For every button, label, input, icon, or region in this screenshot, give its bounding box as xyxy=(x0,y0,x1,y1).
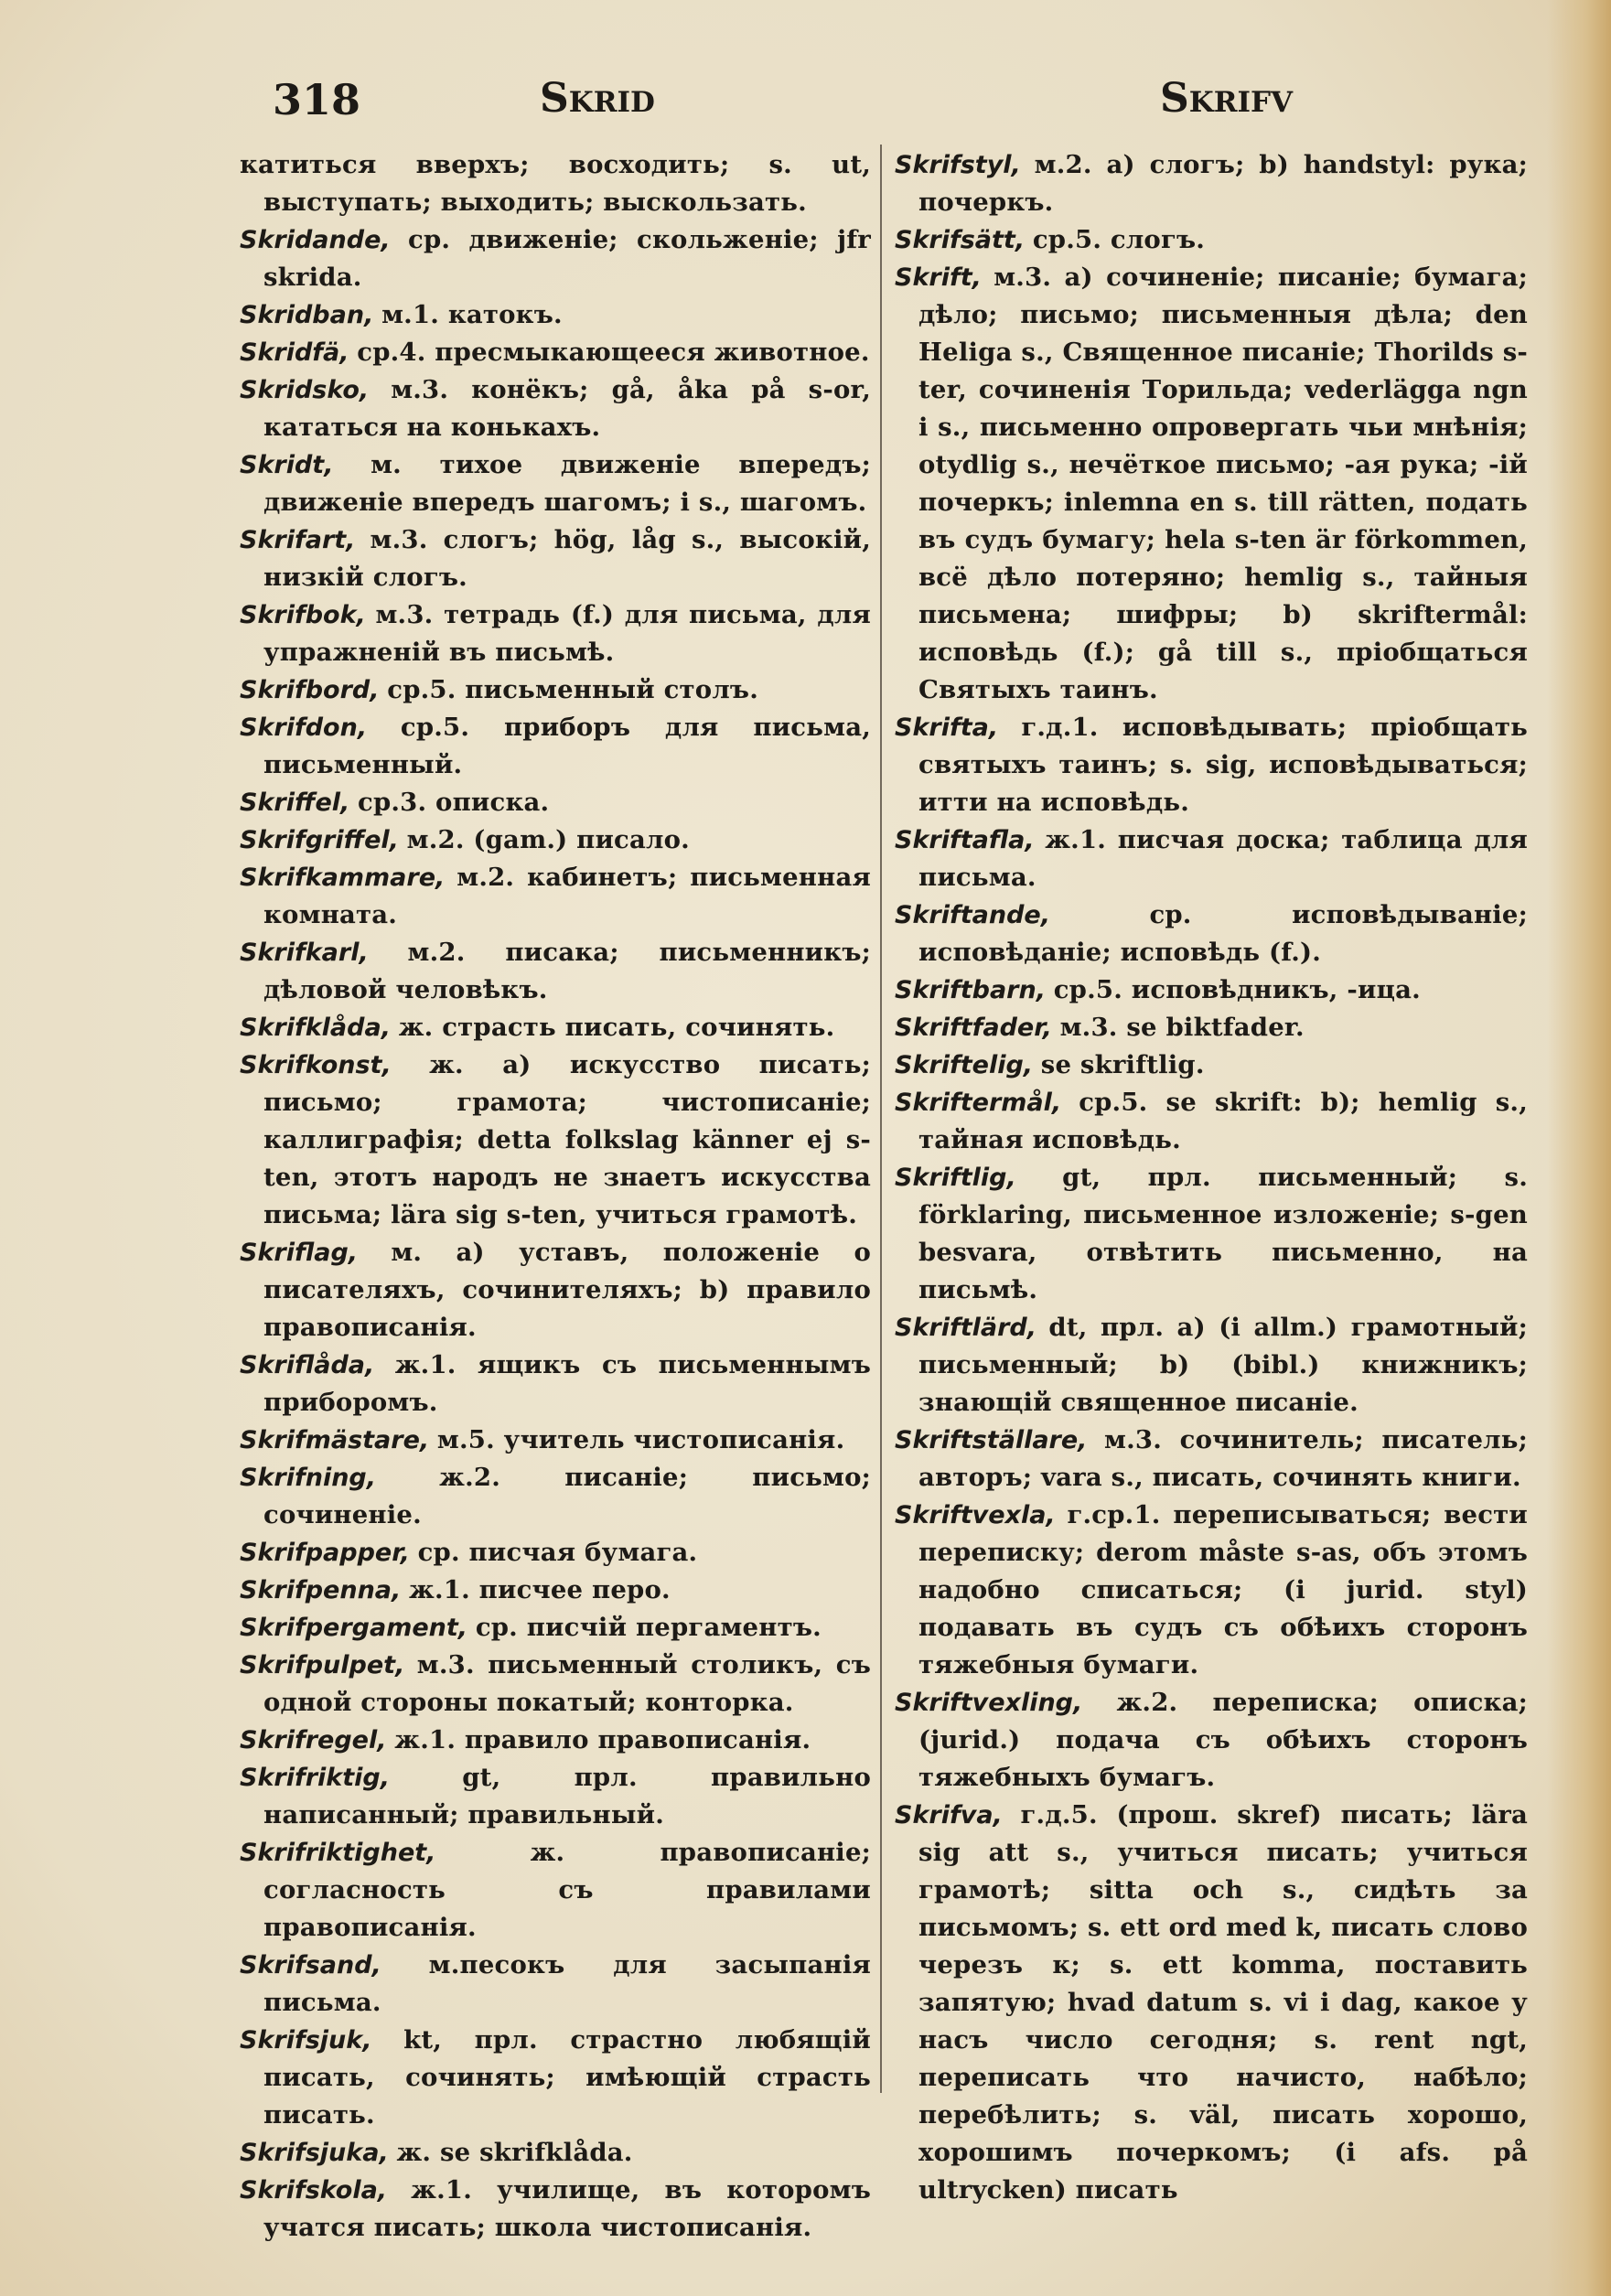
entry-definition: ж.2. переписка; описка; (jurid.) подача съ обѣихъ сторонъ тяжебныхъ бумагъ. xyxy=(918,1688,1528,1792)
dictionary-entry xyxy=(240,821,871,859)
entry-headword: Skrifta, xyxy=(895,713,999,742)
entry-definition: катиться вверхъ; восходить; s. ut, выступать; выходить; выскользать. xyxy=(240,150,871,217)
entry-definition: г.ср.1. переписываться; вести переписку; derom måste s-as, объ этомъ надобно списаться; (i jurid. styl) подавать въ судъ съ обѣихъ сторонъ тяжебныя бумаги. xyxy=(918,1500,1528,1679)
entry-headword: Skrifning, xyxy=(240,1464,377,1492)
dictionary-entry xyxy=(240,146,871,221)
entry-headword: Skrifpulpet, xyxy=(240,1651,405,1679)
dictionary-entry xyxy=(895,1497,1528,1684)
entry-definition: ж.1. ящикъ съ письменнымъ приборомъ. xyxy=(263,1350,871,1417)
dictionary-entry xyxy=(895,1009,1528,1046)
dictionary-entry xyxy=(240,1534,871,1572)
dictionary-entry xyxy=(240,1046,871,1234)
dictionary-entry xyxy=(240,1722,871,1759)
dictionary-entry xyxy=(240,1234,871,1346)
guide-word-right: Skrifv xyxy=(1160,75,1294,122)
entry-definition: м. а) уставъ, положеніе о писателяхъ, сочинителяхъ; b) правило правописанія. xyxy=(263,1238,871,1342)
entry-definition: ж. а) искусство писать; письмо; грамота; чистописаніе; каллиграфія; detta folkslag känner ej s-ten, этотъ народъ не знаетъ искусства письма; lära sig s-ten, учиться грамотѣ. xyxy=(263,1050,871,1229)
entry-headword: Skrifkonst, xyxy=(240,1051,392,1079)
dictionary-entry xyxy=(240,1647,871,1722)
entry-headword: Skrifkammare, xyxy=(240,864,446,892)
guide-word-left: Skrid xyxy=(540,75,655,122)
dictionary-entry xyxy=(240,221,871,296)
dictionary-entry xyxy=(240,784,871,821)
entry-headword: Skrifpergament, xyxy=(240,1614,468,1642)
entry-headword: Skriftbarn, xyxy=(895,976,1046,1004)
entry-headword: Skridfä, xyxy=(240,338,349,367)
entry-headword: Skriftvexling, xyxy=(895,1689,1083,1717)
entry-definition: ж. правописаніе; согласность съ правилами правописанія. xyxy=(263,1838,871,1942)
entry-headword: Skriflag, xyxy=(240,1239,359,1267)
entry-headword: Skrifsand, xyxy=(240,1951,381,1979)
column-divider xyxy=(880,145,882,2093)
entry-definition: м. тихое движеніе впередъ; движеніе впередъ шагомъ; i s., шагомъ. xyxy=(263,450,871,517)
entry-headword: Skridban, xyxy=(240,301,374,329)
entry-headword: Skrifpapper, xyxy=(240,1539,410,1567)
dictionary-entry xyxy=(240,1947,871,2022)
dictionary-entry xyxy=(240,934,871,1009)
dictionary-entry xyxy=(895,1159,1528,1309)
dictionary-entry xyxy=(895,1684,1528,1797)
entry-definition: kt, прл. страстно любящій писать, сочинять; имѣющій страсть писать. xyxy=(263,2025,871,2130)
dictionary-entry xyxy=(240,1009,871,1046)
entry-definition: м.5. учитель чистописанія. xyxy=(436,1425,845,1454)
entry-headword: Skrifsjuka, xyxy=(240,2139,389,2167)
entry-headword: Skriftlärd, xyxy=(895,1314,1036,1342)
entry-headword: Skridande, xyxy=(240,226,391,254)
entry-definition: ж.1. писчее перо. xyxy=(409,1575,671,1604)
entry-definition: ср.5. se skrift: b); hemlig s., тайная исповѣдь. xyxy=(918,1088,1528,1154)
entry-headword: Skrifdon, xyxy=(240,713,368,742)
entry-definition: м.2. (gam.) писало. xyxy=(406,825,690,854)
dictionary-entry xyxy=(895,1084,1528,1159)
dictionary-entry xyxy=(895,1422,1528,1497)
dictionary-entry xyxy=(895,896,1528,971)
dictionary-entry xyxy=(895,146,1528,221)
entry-headword: Skrifva, xyxy=(895,1801,1003,1829)
entry-definition: se skriftlig. xyxy=(1040,1050,1205,1079)
left-column xyxy=(240,146,871,2247)
entry-headword: Skriffel, xyxy=(240,789,350,817)
dictionary-entry xyxy=(240,1459,871,1534)
entry-definition: ср.5. исповѣдникъ, -ица. xyxy=(1053,975,1421,1004)
entry-definition: ж.1. училище, въ которомъ учатся писать; школа чистописанія. xyxy=(263,2175,871,2242)
dictionary-entry xyxy=(240,1609,871,1647)
entry-definition: gt, прл. письменный; s. förklaring, письменное изложеніе; s-gen besvara, отвѣтить письменно, на письмѣ. xyxy=(918,1163,1528,1304)
entry-definition: ж.1. писчая доска; таблица для письма. xyxy=(918,825,1528,892)
entry-definition: м.1. катокъ. xyxy=(381,300,563,329)
dictionary-entry xyxy=(240,371,871,446)
entry-definition: ж. страсть писать, сочинять. xyxy=(398,1013,835,1042)
entry-definition: ср.4. пресмыкающееся животное. xyxy=(357,338,870,367)
entry-headword: Skriftvexla, xyxy=(895,1501,1056,1529)
dictionary-entry xyxy=(240,1346,871,1422)
entry-headword: Skriftställare, xyxy=(895,1426,1088,1454)
dictionary-entry xyxy=(240,2172,871,2247)
entry-definition: ср.5. слогъ. xyxy=(1032,225,1206,254)
entry-definition: м.3. сочинитель; писатель; авторъ; vara s., писать, сочинять книги. xyxy=(918,1425,1528,1492)
entry-headword: Skrifklåda, xyxy=(240,1014,391,1042)
entry-definition: м.2. писака; письменникъ; дѣловой человѣкъ. xyxy=(263,938,871,1004)
dictionary-entry xyxy=(895,821,1528,896)
entry-definition: ж.2. писаніе; письмо; сочиненіе. xyxy=(263,1463,871,1529)
dictionary-entry xyxy=(240,446,871,521)
entry-definition: ср.5. письменный столъ. xyxy=(387,675,758,704)
dictionary-entry xyxy=(895,971,1528,1009)
entry-headword: Skrifbord, xyxy=(240,676,380,704)
entry-definition: dt, прл. а) (i allm.) грамотный; письменный; b) (bibl.) книжникъ; знающій священное писаніе. xyxy=(918,1313,1528,1417)
entry-definition: м.3. а) сочиненіе; писаніе; бумага; дѣло; письмо; письменныя дѣла; den Heliga s., Священное писаніе; Thorilds s-ter, сочиненія Торильда; vederlägga ngn i s., письменно опровергать чьи мнѣнія; otydlig s., нечёткое письмо; -ая рука; -ій почеркъ; inlemna en s. till rätten, подать въ судъ бумагу; hela s-ten är förkommen, всё дѣло потеряно; hemlig s., тайныя письмена; шифры; b) skriftermål: исповѣдь (f.); gå till s., пріобщаться Святыхъ таинъ. xyxy=(918,263,1528,704)
dictionary-entry xyxy=(240,671,871,709)
entry-definition: м.2. кабинетъ; письменная комната. xyxy=(263,863,871,929)
entry-headword: Skrifsätt, xyxy=(895,226,1026,254)
dictionary-entry xyxy=(240,1572,871,1609)
entry-headword: Skrifskola, xyxy=(240,2176,388,2205)
entry-definition: м.3. слогъ; hög, låg s., высокій, низкій слогъ. xyxy=(263,525,871,592)
entry-definition: м.3. se biktfader. xyxy=(1059,1013,1305,1042)
dictionary-entry xyxy=(895,1309,1528,1422)
entry-definition: м.3. конёкъ; gå, åka på s-or, кататься на конькахъ. xyxy=(263,375,871,442)
entry-definition: м.песокъ для засыпанія письма. xyxy=(263,1950,871,2017)
entry-headword: Skrifgriffel, xyxy=(240,826,399,854)
page-edge-shadow xyxy=(1547,0,1611,2296)
dictionary-entry xyxy=(240,334,871,371)
entry-definition: ср. писчая бумага. xyxy=(417,1538,698,1567)
dictionary-entry xyxy=(240,1422,871,1459)
entry-headword: Skrifmästare, xyxy=(240,1426,430,1454)
entry-headword: Skrifriktighet, xyxy=(240,1839,436,1867)
dictionary-entry xyxy=(240,2022,871,2134)
entry-definition: ж.1. правило правописанія. xyxy=(394,1725,811,1754)
entry-definition: г.д.1. исповѣдывать; пріобщать святыхъ таинъ; s. sig, исповѣдываться; итти на исповѣдь. xyxy=(918,713,1528,817)
entry-headword: Skrifart, xyxy=(240,526,356,554)
entry-headword: Skrifregel, xyxy=(240,1726,387,1754)
dictionary-entry xyxy=(240,2134,871,2172)
entry-headword: Skrifsjuk, xyxy=(240,2026,372,2055)
entry-definition: ср. исповѣдываніе; исповѣданіе; исповѣдь (f.). xyxy=(918,900,1528,967)
entry-headword: Skriftelig, xyxy=(895,1051,1034,1079)
dictionary-entry xyxy=(895,1797,1528,2209)
entry-definition: ср.5. приборъ для письма, письменный. xyxy=(263,713,871,779)
dictionary-entry xyxy=(240,596,871,671)
entry-headword: Skriftande, xyxy=(895,901,1050,929)
dictionary-entry xyxy=(240,859,871,934)
entry-definition: ср. писчій пергаментъ. xyxy=(475,1613,822,1642)
dictionary-entry xyxy=(240,1759,871,1834)
page-header xyxy=(0,75,1611,130)
entry-headword: Skrifriktig, xyxy=(240,1764,390,1792)
right-column xyxy=(895,146,1528,2209)
dictionary-entry xyxy=(895,709,1528,821)
entry-definition: ср. движеніе; скольженіе; jfr skrida. xyxy=(263,225,871,292)
entry-definition: gt, прл. правильно написанный; правильный. xyxy=(263,1763,871,1829)
dictionary-entry xyxy=(895,221,1528,259)
entry-definition: ж. se skrifklåda. xyxy=(396,2138,633,2167)
entry-definition: м.2. а) слогъ; b) handstyl: рука; почеркъ. xyxy=(918,150,1528,217)
page-number: 318 xyxy=(273,75,361,124)
entry-headword: Skriftfader, xyxy=(895,1014,1052,1042)
dictionary-entry xyxy=(895,1046,1528,1084)
entry-headword: Skriftermål, xyxy=(895,1089,1062,1117)
entry-definition: ср.3. описка. xyxy=(358,788,550,817)
dictionary-entry xyxy=(240,1834,871,1947)
entry-headword: Skrifkarl, xyxy=(240,939,369,967)
entry-headword: Skrift, xyxy=(895,263,982,292)
entry-definition: г.д.5. (прош. skref) писать; lära sig att s., учиться писать; учиться грамотѣ; sitta och s., сидѣть за письмомъ; s. ett ord med k, писать слово черезъ к; s. ett komma, поставить запятую; hvad datum s. vi i dag, какое у насъ число сегодня; s. rent ngt, переписать что начисто, набѣло; перебѣлить; s. väl, писать хорошо, хорошимъ почеркомъ; (i afs. på ultrycken) писать xyxy=(918,1800,1528,2205)
entry-headword: Skrifstyl, xyxy=(895,151,1021,179)
entry-definition: м.3. тетрадь (f.) для письма, для упражненій въ письмѣ. xyxy=(263,600,871,667)
dictionary-entry xyxy=(240,709,871,784)
entry-headword: Skriftafla, xyxy=(895,826,1035,854)
entry-headword: Skridsko, xyxy=(240,376,370,404)
entry-headword: Skridt, xyxy=(240,451,334,479)
entry-headword: Skriftlig, xyxy=(895,1164,1016,1192)
entry-headword: Skrifpenna, xyxy=(240,1576,402,1604)
entry-headword: Skriflåda, xyxy=(240,1351,375,1379)
dictionary-entry xyxy=(240,296,871,334)
dictionary-entry xyxy=(240,521,871,596)
dictionary-entry xyxy=(895,259,1528,709)
entry-definition: м.3. письменный столикъ, съ одной стороны покатый; конторка. xyxy=(263,1650,871,1717)
entry-headword: Skrifbok, xyxy=(240,601,366,629)
